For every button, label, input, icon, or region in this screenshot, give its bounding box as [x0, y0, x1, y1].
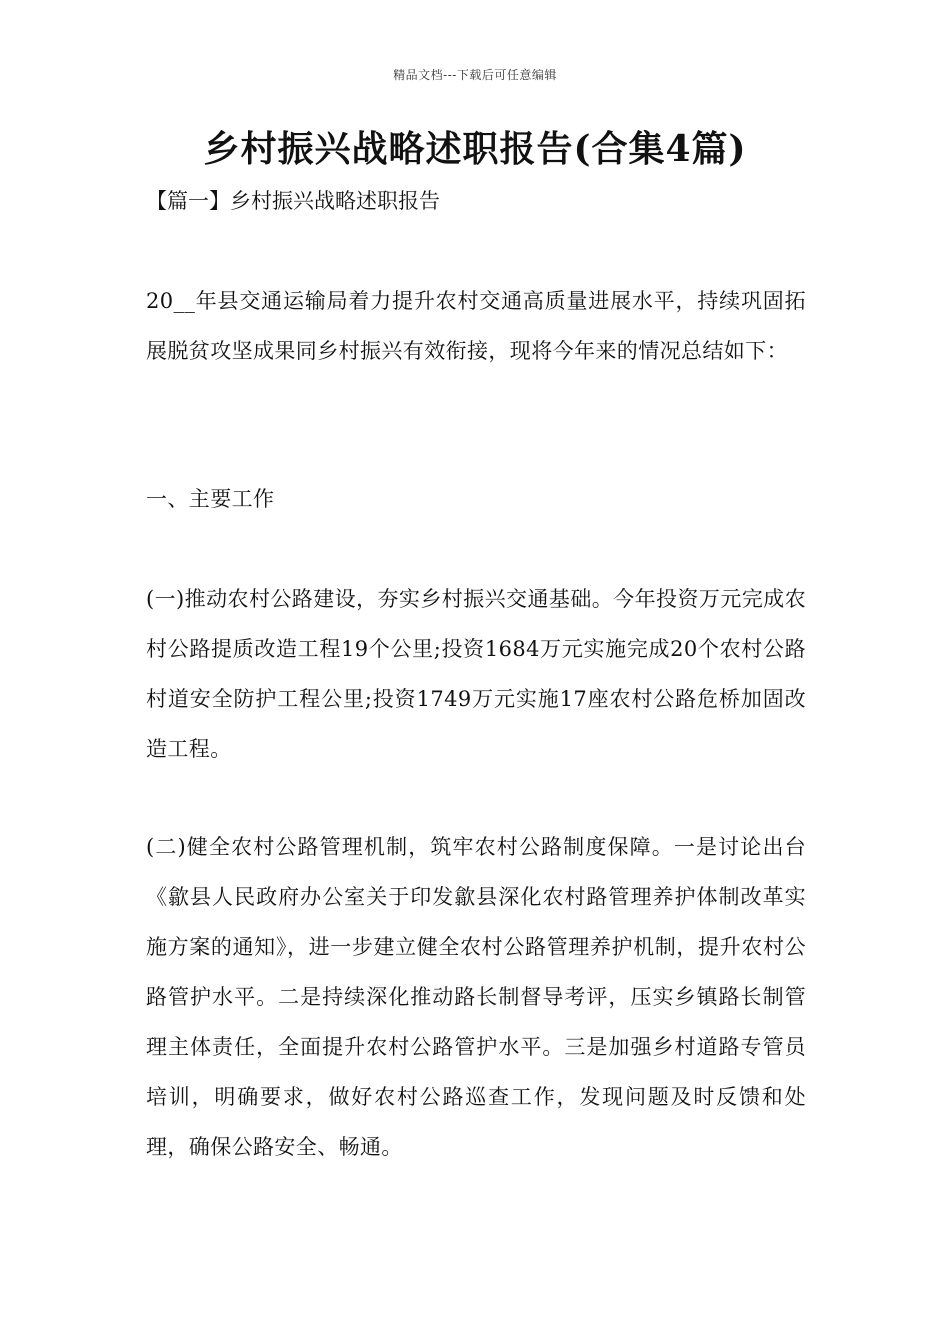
intro-paragraph: 20__年县交通运输局着力提升农村交通高质量进展水平，持续巩固拓展脱贫攻坚成果同乡村振兴有效衔接，现将今年来的情况总结如下： [146, 289, 806, 363]
work-item-1-paragraph: (一)推动农村公路建设，夯实乡村振兴交通基础。今年投资万元完成农村公路提质改造工程19个公里;投资1684万元实施完成20个农村公路村道安全防护工程公里;投资1749万元实施17座农村公路危桥加固改造工程。 [146, 587, 806, 761]
work-item-2-paragraph: (二)健全农村公路管理机制，筑牢农村公路制度保障。一是讨论出台《歙县人民政府办公室关于印发歙县深化农村路管理养护体制改革实施方案的通知》，进一步建立健全农村公路管理养护机制，提升农村公路管护水平。二是持续深化推动路长制督导考评，压实乡镇路长制管理主体责任，全面提升农村公路管护水平。三是加强乡村道路专管员培训，明确要求，做好农村公路巡查工作，发现问题及时反馈和处理，确保公路安全、畅通。 [146, 835, 806, 1159]
document-title: 乡村振兴战略述职报告(合集4篇) [203, 128, 747, 170]
main-work-heading: 一、主要工作 [146, 487, 275, 511]
header-note: 精品文档---下载后可任意编辑 [393, 68, 557, 82]
section-label: 【篇一】乡村振兴战略述职报告 [146, 189, 440, 213]
